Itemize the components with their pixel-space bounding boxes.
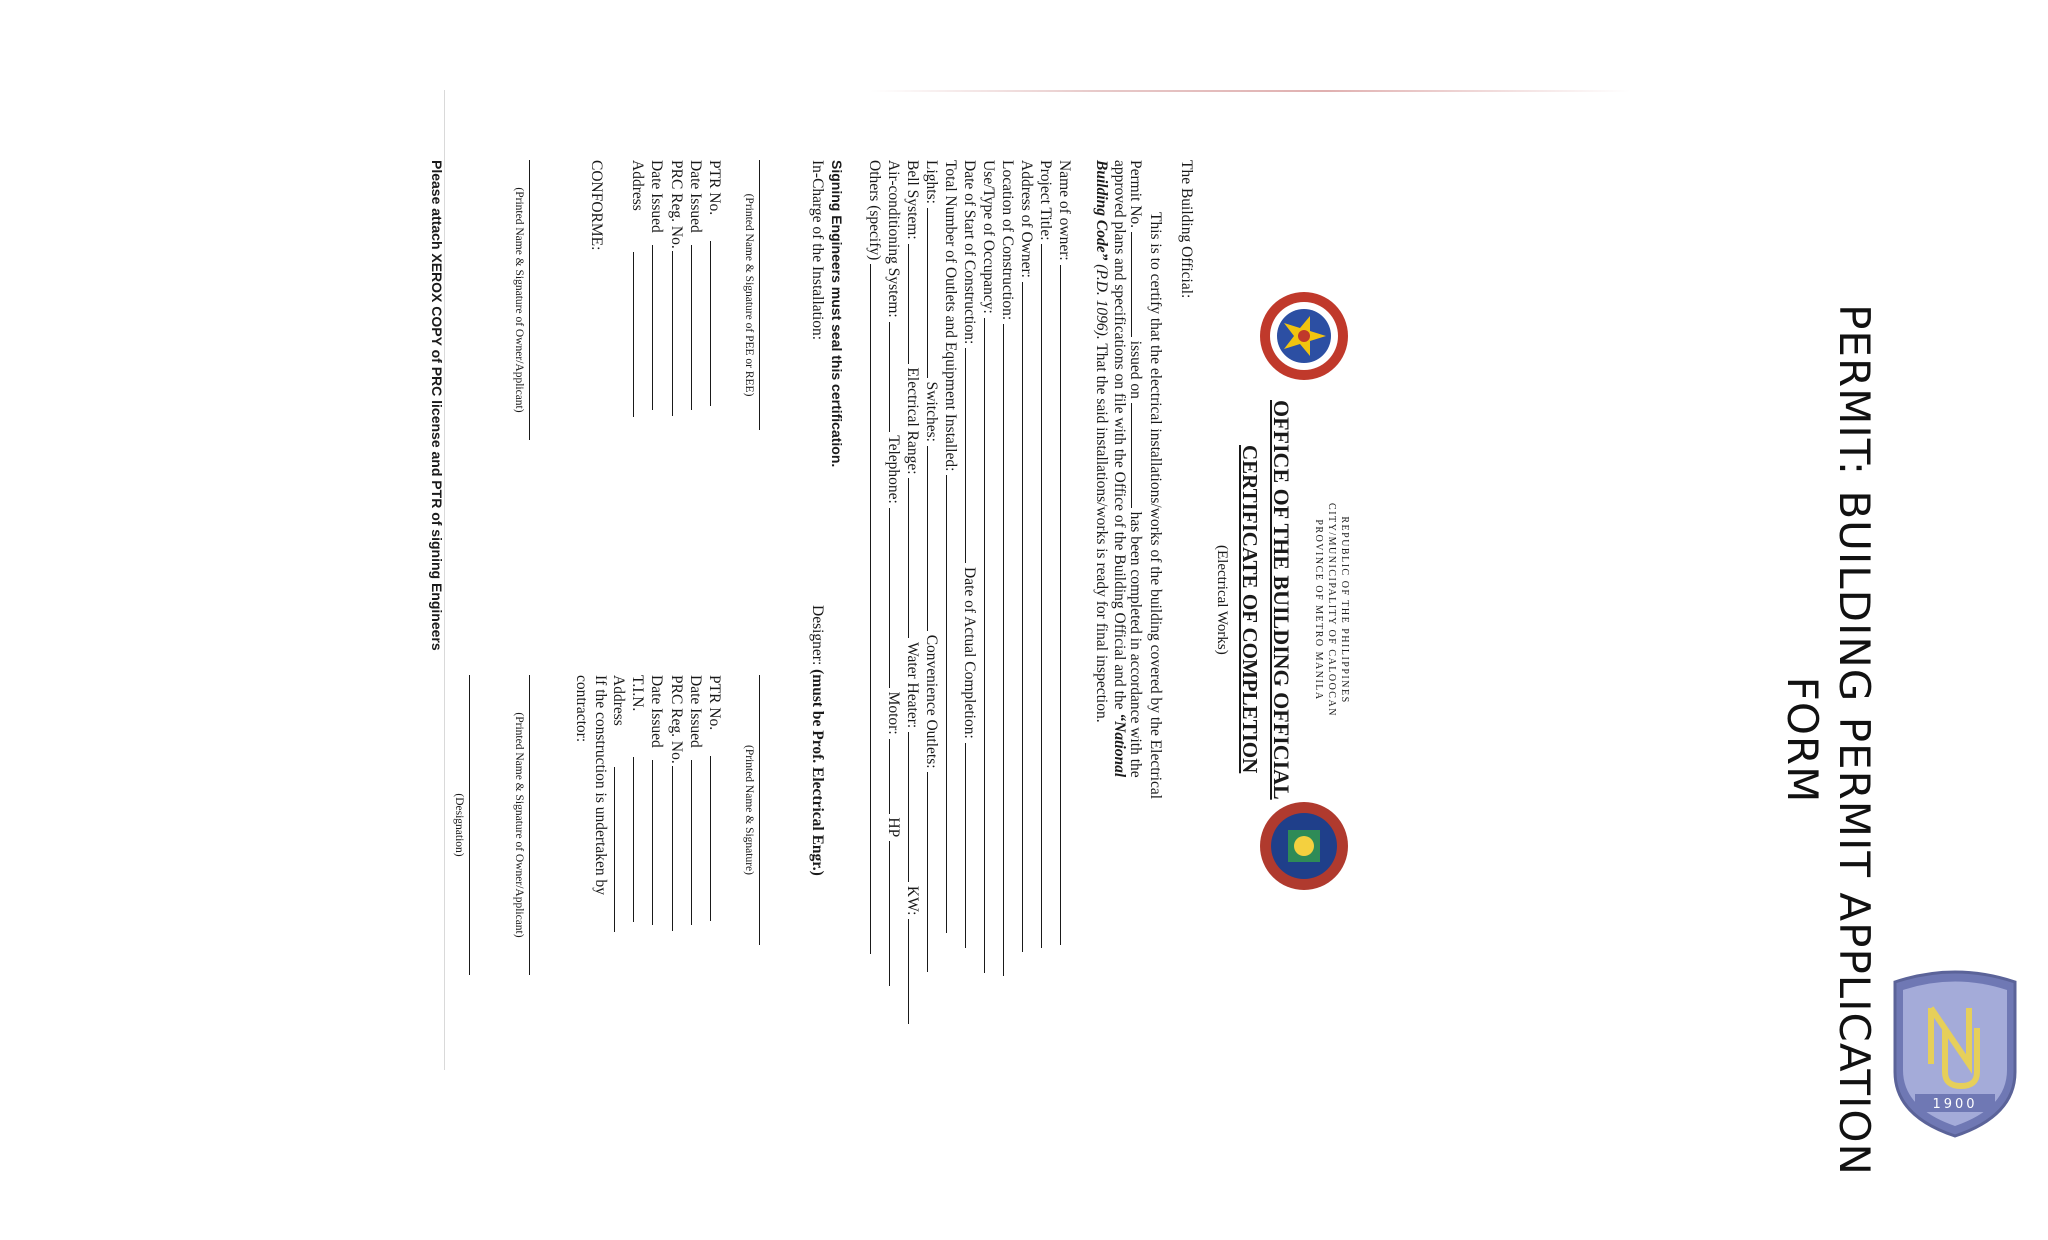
pee-credentials-list bbox=[629, 160, 725, 417]
designation-line: (Designation) bbox=[453, 675, 470, 975]
body-line-3 bbox=[1110, 160, 1128, 777]
cred-blank[interactable] bbox=[691, 245, 706, 410]
body-line-4 bbox=[1092, 160, 1110, 723]
nu-year: 1900 bbox=[1932, 1097, 1978, 1112]
pd-ref: (P.D. 1096). bbox=[1093, 264, 1110, 340]
body-line-2-end: has been completed in accordance with the bbox=[1127, 511, 1144, 778]
cred-date-issued: Date Issued bbox=[687, 160, 706, 417]
field-location: Location of Construction: bbox=[998, 160, 1018, 976]
signing-note: Signing Engineers must seal this certification. bbox=[829, 160, 845, 468]
designer-signature-line: (Printed Name & Signature) bbox=[743, 675, 760, 945]
range-blank[interactable] bbox=[908, 478, 923, 638]
aircon-blank[interactable] bbox=[889, 322, 904, 432]
body-line-4-end: That the said installations/works is ready for final inspection. bbox=[1093, 343, 1110, 723]
cred-date-issued: Date Issued bbox=[687, 675, 706, 932]
field-dates: Date of Start of Construction: Date of Actual Completion: bbox=[960, 160, 980, 948]
pee-signature-line: (Printed Name & Signature of PEE or REE) bbox=[743, 160, 760, 430]
cred-blank[interactable] bbox=[652, 245, 667, 410]
cred-blank[interactable] bbox=[691, 760, 706, 925]
issued-on-blank[interactable] bbox=[1131, 403, 1146, 508]
date-start-blank[interactable] bbox=[965, 348, 980, 563]
cred-ptr: PTR No. bbox=[706, 675, 725, 932]
body-line-1: This is to certify that the electrical installations/works of the building covered by the Electrical bbox=[1147, 212, 1164, 800]
field-lights-row: Lights: Switches: Convenience Outlets: bbox=[922, 160, 942, 972]
switches-blank[interactable] bbox=[927, 446, 942, 631]
footer-note: Please attach XEROX COPY of PRC license and PTR of signing Engineers bbox=[429, 160, 445, 651]
contractor-note-2: contractor: bbox=[572, 675, 590, 743]
field-total-outlets: Total Number of Outlets and Equipment Installed: bbox=[941, 160, 961, 933]
location-blank[interactable] bbox=[1003, 324, 1018, 976]
cred-date-issued-2: Date Issued bbox=[648, 160, 667, 417]
cred-blank[interactable] bbox=[710, 241, 725, 406]
lights-blank[interactable] bbox=[927, 208, 942, 378]
cred-blank[interactable] bbox=[710, 756, 725, 921]
permit-no-blank[interactable] bbox=[1131, 232, 1146, 337]
office-title: OFFICE OF THE BUILDING OFFICIAL bbox=[1269, 400, 1294, 800]
date-actual-blank[interactable] bbox=[965, 743, 980, 948]
bell-blank[interactable] bbox=[908, 244, 923, 364]
contractor-note-1: If the construction is undertaken by bbox=[591, 675, 609, 895]
cred-ptr: PTR No. bbox=[706, 160, 725, 417]
agency-seal-icon bbox=[1258, 800, 1350, 892]
field-project-title: Project Title: bbox=[1036, 160, 1056, 948]
field-name-of-owner: Name of owner: bbox=[1055, 160, 1075, 945]
cred-prc: PRC Reg. No. bbox=[667, 675, 686, 932]
in-charge-label: In-Charge of the Installation: bbox=[809, 160, 826, 341]
slide-title: PERMIT: BUILDING PERMIT APPLICATION FORM bbox=[1778, 304, 1879, 1176]
cred-blank[interactable] bbox=[672, 251, 687, 416]
total-outlets-blank[interactable] bbox=[946, 475, 961, 933]
designer-note: (must be Prof. Electrical Engr.) bbox=[809, 669, 826, 876]
designer-label: Designer: (must be Prof. Electrical Engr.) bbox=[809, 605, 826, 876]
cred-address: Address bbox=[610, 675, 629, 932]
body-line-3-text: approved plans and specifications on file with the Office of the Building Official and the bbox=[1111, 160, 1128, 710]
name-of-owner-blank[interactable] bbox=[1060, 265, 1075, 945]
cred-date-issued-2: Date Issued bbox=[648, 675, 667, 932]
cred-address: Address bbox=[629, 160, 648, 417]
cred-prc: PRC Reg. No. bbox=[667, 160, 686, 417]
cred-tin: T.I.N. bbox=[629, 675, 648, 932]
designer-credentials-list bbox=[572, 675, 726, 932]
body-line-2 bbox=[1126, 160, 1146, 778]
project-title-blank[interactable] bbox=[1041, 244, 1056, 948]
certificate-title: CERTIFICATE OF COMPLETION bbox=[1238, 445, 1262, 774]
field-aircon-row: Air-conditioning System: Telephone: Motor: HP bbox=[884, 160, 904, 986]
nu-shield-logo bbox=[1885, 968, 2025, 1138]
cred-blank[interactable] bbox=[633, 757, 648, 922]
cred-blank[interactable] bbox=[672, 766, 687, 931]
code-name-2: Building Code” bbox=[1093, 160, 1110, 261]
owner-signature-line-right: (Printed Name & Signature of Owner/Applicant) bbox=[513, 675, 530, 975]
convenience-blank[interactable] bbox=[927, 772, 942, 972]
field-use-type: Use/Type of Occupancy: bbox=[979, 160, 999, 973]
address-of-owner-blank[interactable] bbox=[1022, 282, 1037, 952]
header-republic: REPUBLIC OF THE PHILIPPINES bbox=[1339, 516, 1350, 704]
cred-blank[interactable] bbox=[652, 760, 667, 925]
scan-edge bbox=[870, 90, 1630, 92]
others-blank[interactable] bbox=[870, 264, 885, 954]
water-heater-blank[interactable] bbox=[908, 732, 923, 882]
permit-no-label: Permit No. bbox=[1127, 160, 1144, 229]
salutation: The Building Official: bbox=[1178, 160, 1195, 299]
owner-signature-line: (Printed Name & Signature of Owner/Applicant) bbox=[513, 160, 530, 440]
use-type-blank[interactable] bbox=[984, 318, 999, 973]
header-city: CITY/MUNICIPALITY OF CALOOCAN bbox=[1326, 503, 1337, 717]
telephone-blank[interactable] bbox=[889, 508, 904, 688]
caloocan-city-seal-icon bbox=[1258, 290, 1350, 382]
cred-blank[interactable] bbox=[614, 767, 629, 932]
field-others: Others (specify) bbox=[865, 160, 885, 954]
certificate-subtitle: (Electrical Works) bbox=[1214, 545, 1230, 655]
conforme-label: CONFORME: bbox=[588, 160, 605, 251]
field-bell-row: Bell System: Electrical Range: Water Heater: KW: bbox=[903, 160, 923, 1024]
motor-blank[interactable] bbox=[889, 739, 904, 814]
field-address-of-owner: Address of Owner: bbox=[1017, 160, 1037, 952]
header-province: PROVINCE OF METRO MANILA bbox=[1313, 519, 1324, 701]
issued-on-label: issued on bbox=[1127, 340, 1144, 399]
kw-blank[interactable] bbox=[908, 919, 923, 1024]
certificate-document bbox=[420, 160, 1350, 1060]
code-name: “National bbox=[1111, 713, 1128, 778]
hp-blank[interactable] bbox=[889, 841, 904, 986]
cred-blank[interactable] bbox=[633, 252, 648, 417]
